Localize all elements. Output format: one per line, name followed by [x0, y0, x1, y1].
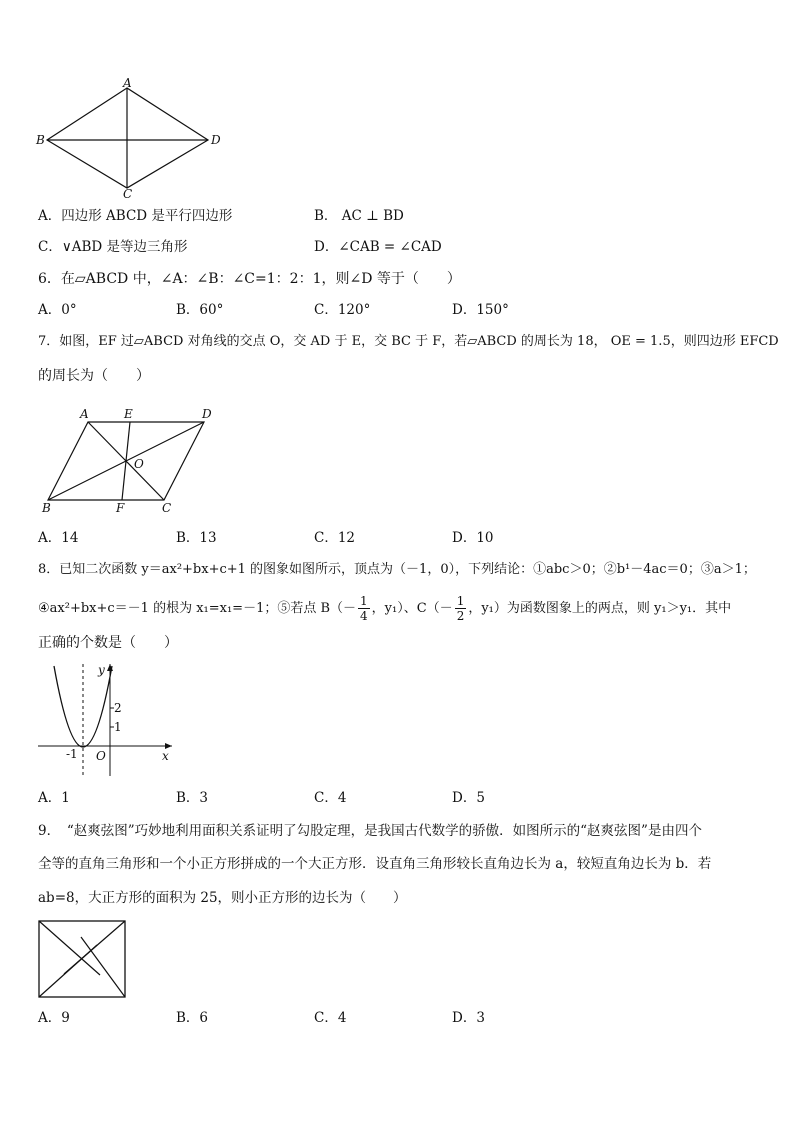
q8-option-b[interactable]: B．3	[176, 790, 209, 806]
q9-option-a[interactable]: A．9	[38, 1010, 70, 1026]
parabola-tick-2: 2	[114, 701, 122, 715]
q8-option-d[interactable]: D．5	[452, 790, 485, 806]
rhombus-label-c: C	[123, 187, 133, 200]
para-label-o: O	[134, 457, 144, 471]
rhombus-label-d: D	[211, 133, 221, 147]
q5-option-d[interactable]: D．∠CAB = ∠CAD	[314, 239, 442, 255]
q6-option-c[interactable]: C．120°	[314, 302, 371, 318]
rhombus-label-a: A	[123, 76, 132, 90]
parabola-tick-minus1: -1	[66, 747, 78, 761]
para-label-f: F	[116, 501, 125, 515]
q8-fraction-1-2	[455, 594, 467, 623]
q8-frac1-denominator: 4	[360, 609, 368, 623]
q8-stem-line1: 8．已知二次函数 y＝ax²+bx+c+1 的图象如图所示，顶点为（－1，0），下列结论：①abc＞0；②b¹－4ac＝0；③a＞1；	[38, 562, 756, 577]
parabola-figure	[34, 660, 180, 780]
q7-stem-line2: 的周长为（ ）	[38, 368, 150, 384]
q5-option-c[interactable]: C．∨ABD 是等边三角形	[38, 239, 188, 255]
para-label-e: E	[124, 407, 133, 421]
q6-option-d[interactable]: D．150°	[452, 302, 509, 318]
q8-stem-line3: 正确的个数是（ ）	[38, 635, 178, 651]
parabola-axis-y: y	[98, 663, 105, 677]
para-label-a: A	[80, 407, 89, 421]
parabola-origin: O	[96, 749, 106, 763]
q9-stem-line3: ab=8，大正方形的面积为 25，则小正方形的边长为（ ）	[38, 890, 407, 906]
q8-option-c[interactable]: C．4	[314, 790, 347, 806]
parabola-axis-x: x	[162, 749, 169, 763]
parabola-tick-1: 1	[114, 720, 122, 734]
q9-stem-line2: 全等的直角三角形和一个小正方形拼成的一个大正方形．设直角三角形较长直角边长为 a，较短直角边长为 b．若	[38, 856, 712, 872]
q9-option-d[interactable]: D．3	[452, 1010, 485, 1026]
q8-stem-line2	[38, 594, 731, 623]
q8-line2-part-a: ④ax²+bx+c＝－1 的根为 x₁=x₁=－1；⑤若点 B（－	[38, 601, 357, 616]
q7-option-b[interactable]: B．13	[176, 530, 217, 546]
q8-line2-part-b: ，y₁）、C（－	[371, 601, 453, 616]
q7-option-c[interactable]: C．12	[314, 530, 356, 546]
q9-stem-line1: 9． “赵爽弦图”巧妙地利用面积关系证明了勾股定理，是我国古代数学的骄傲．如图所示的“赵爽弦图”是由四个	[38, 823, 702, 839]
q8-line2-part-c: ，y₁）为函数图象上的两点，则 y₁＞y₁．其中	[468, 601, 732, 616]
q8-frac2-numerator: 1	[456, 594, 465, 608]
q8-frac1-numerator: 1	[360, 594, 368, 608]
q5-option-a[interactable]: A．四边形 ABCD 是平行四边形	[38, 208, 233, 224]
para-label-d: D	[202, 407, 212, 421]
q9-option-b[interactable]: B．6	[176, 1010, 209, 1026]
q9-option-c[interactable]: C．4	[314, 1010, 347, 1026]
para-label-c: C	[162, 501, 172, 515]
q7-option-a[interactable]: A．14	[38, 530, 79, 546]
rhombus-label-b: B	[36, 133, 45, 147]
q5-option-b[interactable]: B． AC ⊥ BD	[314, 208, 404, 224]
q7-stem-line1: 7．如图，EF 过▱ABCD 对角线的交点 O，交 AD 于 E，交 BC 于 F，若▱ABCD 的周长为 18， OE = 1.5，则四边形 EFCD	[38, 334, 779, 349]
q6-stem: 6．在▱ABCD 中，∠A：∠B：∠C=1：2：1，则∠D 等于（ ）	[38, 271, 461, 287]
q6-option-a[interactable]: A．0°	[38, 302, 77, 318]
q8-fraction-1-4	[358, 594, 370, 623]
rhombus-figure	[30, 76, 230, 200]
zhao-shuang-figure	[36, 918, 130, 1000]
parallelogram-figure	[36, 404, 226, 516]
q7-option-d[interactable]: D．10	[452, 530, 494, 546]
q8-option-a[interactable]: A．1	[38, 790, 70, 806]
q8-frac2-denominator: 2	[456, 609, 465, 623]
q6-option-b[interactable]: B．60°	[176, 302, 224, 318]
para-label-b: B	[42, 501, 51, 515]
